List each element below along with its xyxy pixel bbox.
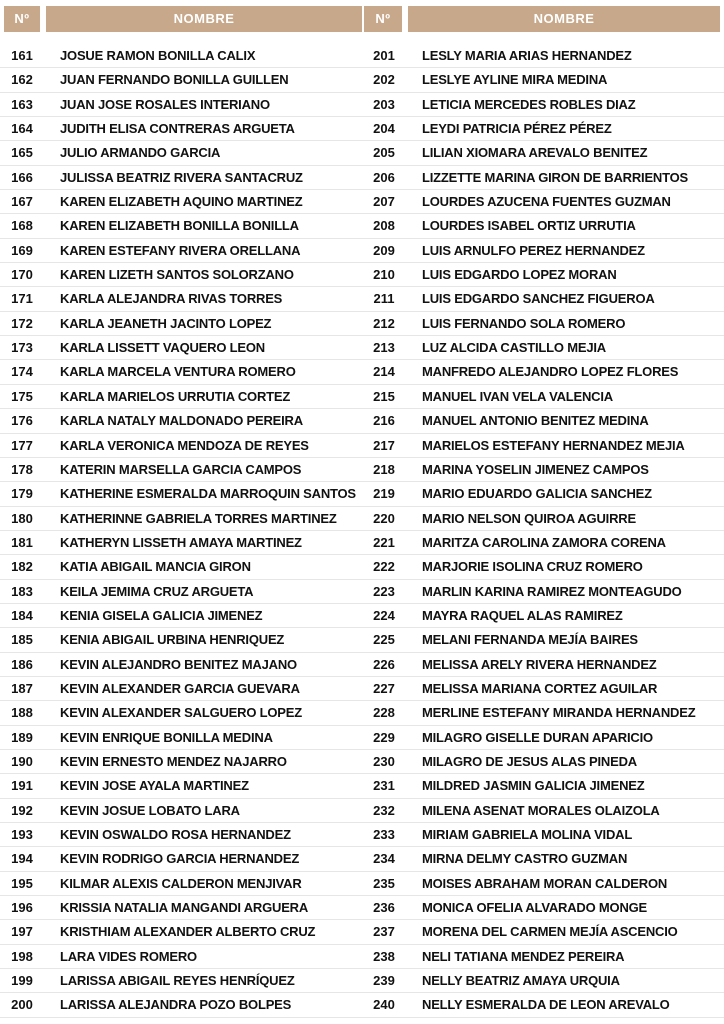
table-row [362, 750, 724, 774]
table-row [0, 920, 364, 944]
row-number: 196 [11, 900, 33, 916]
row-number: 168 [11, 218, 33, 234]
row-number: 233 [373, 827, 395, 842]
table-row [362, 239, 724, 263]
row-number: 215 [373, 388, 395, 404]
table-row [0, 628, 364, 652]
header-name-right: NOMBRE [408, 6, 720, 32]
row-number: 239 [373, 973, 395, 989]
row-number: 179 [11, 486, 33, 502]
table-row [0, 458, 364, 482]
row-name: JUAN JOSE ROSALES INTERIANO [60, 96, 270, 112]
row-name: MARLIN KARINA RAMIREZ MONTEAGUDO [422, 583, 682, 599]
row-number: 236 [373, 900, 395, 916]
row-name: NELLY ESMERALDA DE LEON AREVALO [422, 997, 670, 1013]
table-row [362, 872, 724, 896]
table-row [362, 920, 724, 944]
row-name: MILDRED JASMIN GALICIA JIMENEZ [422, 778, 645, 794]
row-name: KATHERINNE GABRIELA TORRES MARTINEZ [60, 510, 337, 526]
row-name: MILAGRO DE JESUS ALAS PINEDA [422, 753, 637, 769]
row-name: JUDITH ELISA CONTRERAS ARGUETA [60, 121, 295, 137]
row-number: 203 [373, 96, 395, 112]
row-name: MIRNA DELMY CASTRO GUZMAN [422, 851, 628, 867]
row-number: 172 [11, 315, 33, 331]
table-row [0, 726, 364, 750]
row-number: 191 [11, 778, 33, 794]
row-name: KAREN LIZETH SANTOS SOLORZANO [60, 267, 294, 283]
row-name: KARLA JEANETH JACINTO LOPEZ [60, 315, 272, 331]
row-name: LUIS ARNULFO PEREZ HERNANDEZ [422, 242, 645, 258]
table-row [362, 677, 724, 701]
row-name: KEVIN RODRIGO GARCIA HERNANDEZ [60, 851, 300, 867]
table-row [362, 774, 724, 798]
table-row [0, 68, 364, 92]
row-number: 219 [373, 486, 395, 502]
row-name: LETICIA MERCEDES ROBLES DIAZ [422, 96, 636, 112]
table-row [0, 434, 364, 458]
table-row [362, 993, 724, 1017]
row-number: 232 [373, 802, 395, 818]
row-number: 190 [11, 753, 33, 769]
table-row [362, 701, 724, 725]
table-row [362, 336, 724, 360]
table-row [362, 847, 724, 871]
table-row [0, 750, 364, 774]
table-row [0, 166, 364, 190]
row-name: MELISSA MARIANA CORTEZ AGUILAR [422, 680, 658, 696]
row-number: 221 [373, 534, 395, 550]
row-number: 163 [11, 96, 33, 112]
row-number: 184 [11, 607, 33, 623]
row-number: 209 [373, 242, 395, 258]
table-row [0, 799, 364, 823]
row-number: 169 [11, 242, 33, 258]
row-number: 235 [373, 875, 395, 891]
row-number: 223 [373, 583, 395, 599]
row-number: 217 [373, 437, 395, 453]
row-name: MOISES ABRAHAM MORAN CALDERON [422, 875, 668, 891]
row-number: 195 [11, 875, 33, 891]
row-name: KARLA LISSETT VAQUERO LEON [60, 340, 265, 356]
row-number: 173 [11, 340, 33, 356]
row-name: KAREN ESTEFANY RIVERA ORELLANA [60, 242, 301, 258]
row-number: 200 [11, 997, 33, 1013]
row-number: 180 [11, 510, 33, 526]
row-name: MELISSA ARELY RIVERA HERNANDEZ [422, 656, 657, 672]
row-name: KAREN ELIZABETH BONILLA BONILLA [60, 218, 299, 234]
table-row [0, 507, 364, 531]
row-number: 177 [11, 437, 33, 453]
table-row [0, 44, 364, 68]
row-name: JOSUE RAMON BONILLA CALIX [60, 48, 256, 63]
row-name: KEVIN JOSUE LOBATO LARA [60, 802, 240, 818]
table-row [362, 458, 724, 482]
row-number: 162 [11, 72, 33, 88]
table-row [362, 287, 724, 311]
table-row [362, 628, 724, 652]
row-number: 185 [11, 632, 33, 648]
row-number: 194 [11, 851, 33, 867]
table-row [362, 726, 724, 750]
row-number: 218 [373, 461, 395, 477]
table-row [362, 68, 724, 92]
row-number: 227 [373, 680, 395, 696]
row-number: 231 [373, 778, 395, 794]
row-number: 187 [11, 680, 33, 696]
row-number: 226 [373, 656, 395, 672]
row-number: 237 [373, 924, 395, 940]
right-column [362, 44, 724, 1018]
table-header [0, 6, 724, 32]
table-row [362, 385, 724, 409]
row-number: 186 [11, 656, 33, 672]
row-name: LIZZETTE MARINA GIRON DE BARRIENTOS [422, 169, 689, 185]
row-name: MAYRA RAQUEL ALAS RAMIREZ [422, 607, 623, 623]
table-row [0, 896, 364, 920]
table-row [0, 969, 364, 993]
row-name: LESLY MARIA ARIAS HERNANDEZ [422, 48, 632, 63]
row-name: LILIAN XIOMARA AREVALO BENITEZ [422, 145, 648, 161]
table-row [362, 434, 724, 458]
table-row [0, 847, 364, 871]
row-name: KEVIN JOSE AYALA MARTINEZ [60, 778, 249, 794]
table-row [362, 44, 724, 68]
row-name: JULISSA BEATRIZ RIVERA SANTACRUZ [60, 169, 303, 185]
row-name: MARIO EDUARDO GALICIA SANCHEZ [422, 486, 652, 502]
row-name: MANUEL IVAN VELA VALENCIA [422, 388, 613, 404]
row-name: LARISSA ABIGAIL REYES HENRÍQUEZ [60, 973, 295, 989]
row-name: MARIELOS ESTEFANY HERNANDEZ MEJIA [422, 437, 685, 453]
row-number: 216 [373, 413, 395, 429]
row-name: KRISTHIAM ALEXANDER ALBERTO CRUZ [60, 924, 316, 940]
row-number: 201 [373, 48, 395, 63]
row-name: KATERIN MARSELLA GARCIA CAMPOS [60, 461, 302, 477]
row-number: 207 [373, 194, 395, 210]
table-row [362, 214, 724, 238]
row-name: MONICA OFELIA ALVARADO MONGE [422, 900, 648, 916]
header-num-left: Nº [4, 6, 40, 32]
row-number: 204 [373, 121, 395, 137]
row-name: KARLA NATALY MALDONADO PEREIRA [60, 413, 303, 429]
table-row [0, 117, 364, 141]
table-row [362, 604, 724, 628]
row-name: KARLA ALEJANDRA RIVAS TORRES [60, 291, 283, 307]
row-number: 205 [373, 145, 395, 161]
table-row [362, 823, 724, 847]
row-name: MILAGRO GISELLE DURAN APARICIO [422, 729, 653, 745]
row-number: 240 [373, 997, 395, 1013]
table-row [0, 580, 364, 604]
row-number: 183 [11, 583, 33, 599]
row-name: KATHERYN LISSETH AMAYA MARTINEZ [60, 534, 302, 550]
table-row [362, 93, 724, 117]
row-name: MELANI FERNANDA MEJÍA BAIRES [422, 632, 638, 648]
table-row [0, 263, 364, 287]
table-row [362, 409, 724, 433]
row-name: KEVIN ENRIQUE BONILLA MEDINA [60, 729, 273, 745]
row-number: 228 [373, 705, 395, 721]
row-number: 230 [373, 753, 395, 769]
table-row [0, 214, 364, 238]
table-row [362, 360, 724, 384]
table-row [0, 312, 364, 336]
row-name: NELLY BEATRIZ AMAYA URQUIA [422, 973, 620, 989]
row-name: KARLA MARIELOS URRUTIA CORTEZ [60, 388, 291, 404]
row-number: 213 [373, 340, 395, 356]
table-row [0, 482, 364, 506]
table-row [0, 141, 364, 165]
row-number: 198 [11, 948, 33, 964]
row-name: MORENA DEL CARMEN MEJÍA ASCENCIO [422, 924, 678, 940]
row-number: 189 [11, 729, 33, 745]
table-row [0, 823, 364, 847]
row-number: 192 [11, 802, 33, 818]
row-number: 206 [373, 169, 395, 185]
row-number: 167 [11, 194, 33, 210]
row-name: KEVIN ALEXANDER GARCIA GUEVARA [60, 680, 300, 696]
table-row [0, 872, 364, 896]
row-number: 182 [11, 559, 33, 575]
table-row [362, 141, 724, 165]
row-number: 225 [373, 632, 395, 648]
table-row [362, 117, 724, 141]
row-name: LUIS FERNANDO SOLA ROMERO [422, 315, 626, 331]
table-row [0, 604, 364, 628]
table-row [0, 531, 364, 555]
table-row [0, 774, 364, 798]
row-name: MERLINE ESTEFANY MIRANDA HERNANDEZ [422, 705, 696, 721]
row-name: KARLA MARCELA VENTURA ROMERO [60, 364, 296, 380]
table-row [0, 336, 364, 360]
row-number: 178 [11, 461, 33, 477]
row-number: 161 [11, 48, 33, 63]
table-row [362, 945, 724, 969]
row-name: MARJORIE ISOLINA CRUZ ROMERO [422, 559, 643, 575]
row-number: 211 [373, 291, 395, 307]
row-name: LESLYE AYLINE MIRA MEDINA [422, 72, 608, 88]
row-name: LEYDI PATRICIA PÉREZ PÉREZ [422, 121, 612, 137]
table-row [0, 385, 364, 409]
table-row [0, 677, 364, 701]
row-number: 181 [11, 534, 33, 550]
row-name: KEVIN ALEXANDER SALGUERO LOPEZ [60, 705, 302, 721]
row-number: 166 [11, 169, 33, 185]
table-row [362, 166, 724, 190]
table-row [362, 555, 724, 579]
row-name: MANFREDO ALEJANDRO LOPEZ FLORES [422, 364, 679, 380]
row-number: 214 [373, 364, 395, 380]
table-row [362, 531, 724, 555]
row-name: LARISSA ALEJANDRA POZO BOLPES [60, 997, 292, 1013]
row-name: LOURDES AZUCENA FUENTES GUZMAN [422, 194, 671, 210]
row-number: 188 [11, 705, 33, 721]
row-name: NELI TATIANA MENDEZ PEREIRA [422, 948, 625, 964]
row-number: 199 [11, 973, 33, 989]
table-row [362, 969, 724, 993]
row-name: KILMAR ALEXIS CALDERON MENJIVAR [60, 875, 302, 891]
row-number: 197 [11, 924, 33, 940]
left-column [0, 44, 364, 1018]
row-number: 165 [11, 145, 33, 161]
table-row [362, 190, 724, 214]
row-number: 238 [373, 948, 395, 964]
row-name: MIRIAM GABRIELA MOLINA VIDAL [422, 827, 633, 842]
row-name: LUZ ALCIDA CASTILLO MEJIA [422, 340, 606, 356]
row-number: 224 [373, 607, 395, 623]
table-row [0, 190, 364, 214]
row-name: JUAN FERNANDO BONILLA GUILLEN [60, 72, 289, 88]
row-name: KEVIN ALEJANDRO BENITEZ MAJANO [60, 656, 297, 672]
row-number: 171 [11, 291, 33, 307]
table-row [0, 701, 364, 725]
row-name: KAREN ELIZABETH AQUINO MARTINEZ [60, 194, 303, 210]
table-row [362, 507, 724, 531]
row-number: 175 [11, 388, 33, 404]
row-number: 220 [373, 510, 395, 526]
row-number: 202 [373, 72, 395, 88]
row-number: 193 [11, 827, 33, 842]
table-row [362, 312, 724, 336]
row-number: 212 [373, 315, 395, 331]
row-name: KENIA ABIGAIL URBINA HENRIQUEZ [60, 632, 285, 648]
table-row [0, 945, 364, 969]
row-name: KATIA ABIGAIL MANCIA GIRON [60, 559, 251, 575]
table-row [362, 580, 724, 604]
table-row [0, 993, 364, 1017]
row-name: LARA VIDES ROMERO [60, 948, 197, 964]
row-name: MANUEL ANTONIO BENITEZ MEDINA [422, 413, 649, 429]
row-name: MILENA ASENAT MORALES OLAIZOLA [422, 802, 660, 818]
table-row [362, 653, 724, 677]
row-name: MARIO NELSON QUIROA AGUIRRE [422, 510, 636, 526]
row-name: LOURDES ISABEL ORTIZ URRUTIA [422, 218, 636, 234]
header-name-left: NOMBRE [46, 6, 362, 32]
row-number: 176 [11, 413, 33, 429]
row-name: MARITZA CAROLINA ZAMORA CORENA [422, 534, 666, 550]
table-row [0, 239, 364, 263]
row-name: KENIA GISELA GALICIA JIMENEZ [60, 607, 263, 623]
row-name: JULIO ARMANDO GARCIA [60, 145, 221, 161]
header-num-right: Nº [364, 6, 402, 32]
table-row [0, 555, 364, 579]
table-row [0, 409, 364, 433]
row-name: KRISSIA NATALIA MANGANDI ARGUERA [60, 900, 309, 916]
row-number: 234 [373, 851, 395, 867]
row-name: KEVIN OSWALDO ROSA HERNANDEZ [60, 827, 291, 842]
table-row [0, 653, 364, 677]
row-name: LUIS EDGARDO SANCHEZ FIGUEROA [422, 291, 655, 307]
table-row [362, 799, 724, 823]
row-number: 229 [373, 729, 395, 745]
table-row [362, 482, 724, 506]
row-number: 208 [373, 218, 395, 234]
table-row [0, 93, 364, 117]
row-name: KATHERINE ESMERALDA MARROQUIN SANTOS [60, 486, 356, 502]
row-number: 170 [11, 267, 33, 283]
row-name: MARINA YOSELIN JIMENEZ CAMPOS [422, 461, 649, 477]
row-number: 210 [373, 267, 395, 283]
table-row [362, 263, 724, 287]
row-number: 222 [373, 559, 395, 575]
row-name: KEILA JEMIMA CRUZ ARGUETA [60, 583, 254, 599]
row-number: 174 [11, 364, 33, 380]
row-number: 164 [11, 121, 33, 137]
row-name: KEVIN ERNESTO MENDEZ NAJARRO [60, 753, 287, 769]
row-name: KARLA VERONICA MENDOZA DE REYES [60, 437, 309, 453]
table-row [0, 287, 364, 311]
row-name: LUIS EDGARDO LOPEZ MORAN [422, 267, 617, 283]
table-row [0, 360, 364, 384]
table-row [362, 896, 724, 920]
